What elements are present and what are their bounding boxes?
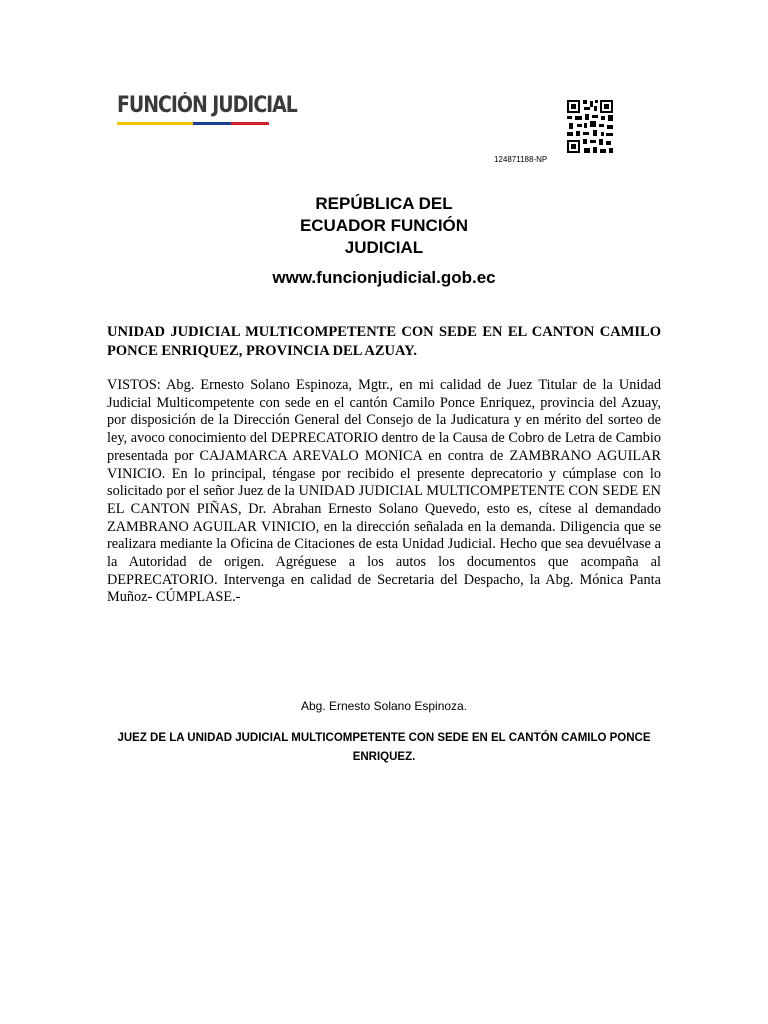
logo-tricolor-stripe	[117, 122, 269, 125]
stripe-yellow	[117, 122, 193, 125]
stripe-blue	[193, 122, 231, 125]
website-url: www.funcionjudicial.gob.ec	[272, 268, 496, 287]
logo-text: FUNCIÓN JUDICIAL	[117, 93, 297, 118]
funcion-judicial-logo	[117, 92, 297, 128]
ruling-body-text: VISTOS: Abg. Ernesto Solano Espinoza, Mgtr., en mi calidad de Juez Titular de la Unidad Judicial Multicompetente con sede en el cantón Camilo Ponce Enriquez, provincia del Azuay, por disposición de la Dirección General del Consejo de la Judicatura y en mérito del sorteo de ley, avoco conocimiento del DEPRECATORIO dentro de la Causa de Cobro de Letra de Cambio presentada por CAJAMARCA AREVALO MONICA en contra de ZAMBRANO AGUILAR VINICIO. En lo principal, téngase por recibido el presente deprecatorio y cúmplase con lo solicitado por el señor Juez de la UNIDAD JUDICIAL MULTICOMPETENTE CON SEDE EN EL CANTON PIÑAS, Dr. Abrahan Ernesto Solano Quevedo, esto es, cítese al demandado ZAMBRANO AGUILAR VINICIO, en la dirección señalada en la demanda. Diligencia que se realizara mediante la Oficina de Citaciones de esta Unidad Judicial. Hecho que sea devuélvase a la Autoridad de origen. Agréguese a los autos los documentos que acompaña al DEPRECATORIO. Intervenga en calidad de Secretaria del Despacho, la Abg. Mónica Panta Muñoz- CÚMPLASE.-	[107, 377, 661, 606]
court-unit-title: UNIDAD JUDICIAL MULTICOMPETENTE CON SEDE EN EL CANTON CAMILO PONCE ENRIQUEZ, PROVINCIA DEL AZUAY.	[107, 324, 661, 359]
heading-line: REPÚBLICA DEL	[315, 194, 453, 213]
qr-code-icon	[566, 99, 614, 155]
heading-line: ECUADOR FUNCIÓN	[299, 216, 469, 235]
heading-line: JUDICIAL	[344, 238, 424, 257]
stripe-red	[231, 122, 269, 125]
signature-name: Abg. Ernesto Solano Espinoza.	[300, 699, 468, 713]
document-heading	[0, 193, 768, 259]
document-number: 124871188-NP	[494, 155, 548, 164]
judge-title: JUEZ DE LA UNIDAD JUDICIAL MULTICOMPETENTE CON SEDE EN EL CANTÓN CAMILO PONCE ENRIQUEZ.	[117, 732, 651, 763]
